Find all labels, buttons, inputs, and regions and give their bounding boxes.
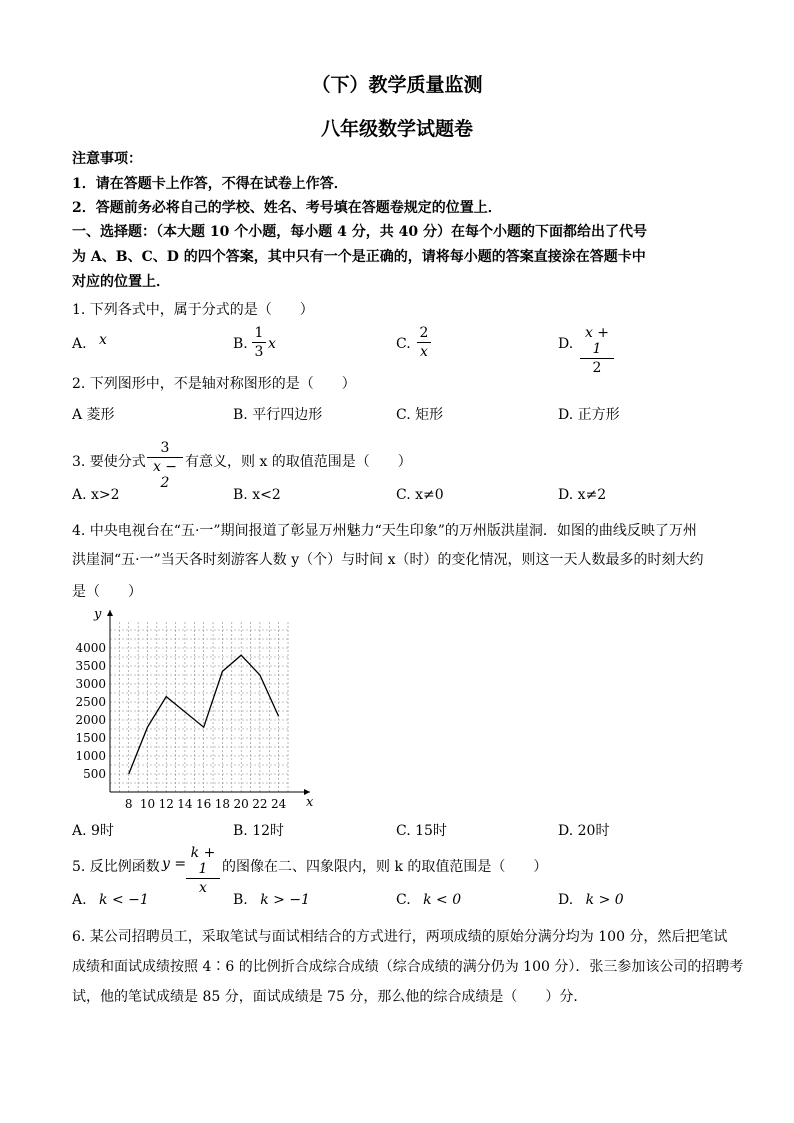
fraction-bar — [580, 358, 614, 359]
x-tick-label: 22 — [252, 797, 268, 809]
y-axis-arrow — [107, 610, 113, 616]
question-1-option-b-fraction — [252, 325, 266, 360]
notice-item-1: 1．请在答题卡上作答，不得在试卷上作答． — [72, 176, 348, 192]
question-2-option-d: D. 正方形 — [558, 407, 620, 423]
question-5-stem-start: 5. 反比例函数 — [72, 859, 160, 875]
question-5-stem-end: 的图像在二、四象限内，则 k 的取值范围是（ ） — [222, 859, 548, 875]
question-4-option-d: D. 20时 — [558, 823, 610, 839]
y-tick-label: 500 — [83, 767, 106, 781]
question-1-option-b-variable: x — [268, 336, 276, 352]
fraction-denominator: 2 — [592, 360, 602, 376]
x-tick-label: 12 — [158, 797, 174, 809]
question-3-option-d: D. x≠2 — [558, 487, 607, 503]
y-tick-label: 3500 — [75, 659, 106, 673]
question-6-line-3: 试，他的笔试成绩是 85 分，面试成绩是 75 分，那么他的综合成绩是（ ）分． — [72, 989, 588, 1005]
question-2-option-c: C. 矩形 — [396, 407, 444, 423]
question-3-stem-end: 有意义，则 x 的取值范围是（ ） — [185, 454, 412, 470]
question-4-option-a: A. 9时 — [72, 823, 114, 839]
question-3-stem-start: 3. 要使分式 — [72, 454, 146, 470]
question-1-stem: 1. 下列各式中，属于分式的是（ ） — [72, 302, 314, 318]
fraction-numerator: 3 — [160, 440, 170, 456]
option-expression: k < −1 — [99, 892, 149, 908]
fraction-denominator: x — [199, 880, 207, 896]
question-5-lhs: y = — [162, 856, 187, 872]
fraction-bar — [147, 457, 183, 458]
question-1-option-d-label: D. — [558, 336, 574, 352]
question-1-option-b-label: B. — [233, 336, 248, 352]
fraction-denominator: x — [420, 344, 428, 360]
fraction-bar — [252, 342, 266, 343]
question-3-option-a: A. x>2 — [72, 487, 120, 503]
question-5-option-d — [558, 892, 624, 908]
x-tick-label: 20 — [233, 797, 249, 809]
x-tick-label: 14 — [177, 797, 193, 809]
option-expression: x — [99, 332, 107, 348]
question-4-line-1: 4. 中央电视台在“五·一”期间报道了彰显万州魅力“天生印象”的万州版洪崖洞．如图的曲线反映了万州 — [72, 523, 697, 539]
option-expression: k > −1 — [260, 892, 310, 908]
y-axis-label: y — [94, 607, 102, 622]
option-expression: k < 0 — [423, 892, 462, 908]
question-6-line-1: 6. 某公司招聘员工，采取笔试与面试相结合的方式进行，两项成绩的原始分满分均为 100 分，然后把笔试 — [72, 929, 728, 945]
x-tick-label: 8 — [124, 797, 133, 809]
page-title: （下）教学质量监测 — [311, 74, 483, 96]
notice-heading: 注意事项： — [72, 151, 142, 167]
option-expression: k > 0 — [585, 892, 624, 908]
question-5-option-c — [396, 892, 461, 908]
section-instruction-line1: 一、选择题：（本大题 10 个小题，每小题 4 分，共 40 分）在每个小题的下面都给出了代号 — [72, 224, 647, 240]
option-label: A. — [72, 892, 87, 908]
x-axis-label: x — [306, 795, 314, 809]
question-4-line-2: 洪崖洞“五·一”当天各时刻游客人数 y（个）与时间 x（时）的变化情况，则这一天人数最多的时刻大约 — [72, 552, 704, 568]
fraction-numerator: 2 — [419, 325, 429, 341]
section-instruction-line3: 对应的位置上． — [72, 274, 170, 290]
option-label: C. — [396, 892, 411, 908]
question-2-stem: 2. 下列图形中，不是轴对称图形的是（ ） — [72, 376, 356, 392]
question-3-fraction — [147, 440, 183, 491]
fraction-numerator: x + 1 — [584, 325, 610, 357]
question-2-option-a: A 菱形 — [72, 407, 115, 423]
question-5-option-b — [233, 892, 310, 908]
question-4-option-b: B. 12时 — [233, 823, 285, 839]
fraction-bar — [417, 342, 431, 343]
fraction-denominator: x − 2 — [152, 459, 178, 491]
question-1-option-c-fraction — [417, 325, 431, 360]
question-3-option-b: B. x<2 — [233, 487, 281, 503]
x-tick-label: 16 — [196, 797, 212, 809]
y-tick-label: 2000 — [75, 713, 106, 727]
option-label: D. — [558, 892, 574, 908]
x-tick-label: 10 — [139, 797, 156, 809]
x-tick-label: 24 — [270, 797, 287, 809]
y-tick-label: 2500 — [75, 695, 106, 709]
option-label: A. — [72, 336, 87, 352]
visitor-line-chart — [72, 604, 332, 809]
question-5-fraction — [186, 845, 220, 896]
question-1-option-d-fraction — [580, 325, 614, 376]
question-2-option-b: B. 平行四边形 — [233, 407, 323, 423]
y-tick-label: 1000 — [75, 749, 106, 763]
question-6-line-2: 成绩和面试成绩按照 4∶6 的比例折合成综合成绩（综合成绩的满分仍为 100 分）．张三参加该公司的招聘考 — [72, 959, 744, 975]
page-subtitle: 八年级数学试题卷 — [320, 118, 473, 140]
question-1-option-a — [72, 332, 107, 352]
fraction-denominator: 3 — [254, 344, 264, 360]
notice-item-2: 2．答题前务必将自己的学校、姓名、考号填在答题卷规定的位置上． — [72, 200, 502, 216]
option-label: B. — [233, 892, 248, 908]
question-5-option-a — [72, 892, 149, 908]
y-tick-label: 4000 — [75, 641, 106, 655]
fraction-numerator: 1 — [254, 325, 264, 341]
x-tick-label: 18 — [214, 797, 231, 809]
question-1-option-c-label: C. — [396, 336, 411, 352]
question-3-option-c: C. x≠0 — [396, 487, 444, 503]
section-instruction-line2: 为 A、B、C、D 的四个答案，其中只有一个是正确的，请将每小题的答案直接涂在答题卡中 — [72, 249, 646, 265]
fraction-numerator: k + 1 — [190, 845, 216, 877]
y-tick-label: 1500 — [75, 731, 106, 745]
question-4-option-c: C. 15时 — [396, 823, 447, 839]
question-4-line-3: 是（ ） — [72, 584, 142, 600]
y-tick-label: 3000 — [75, 677, 106, 691]
fraction-bar — [186, 878, 220, 879]
